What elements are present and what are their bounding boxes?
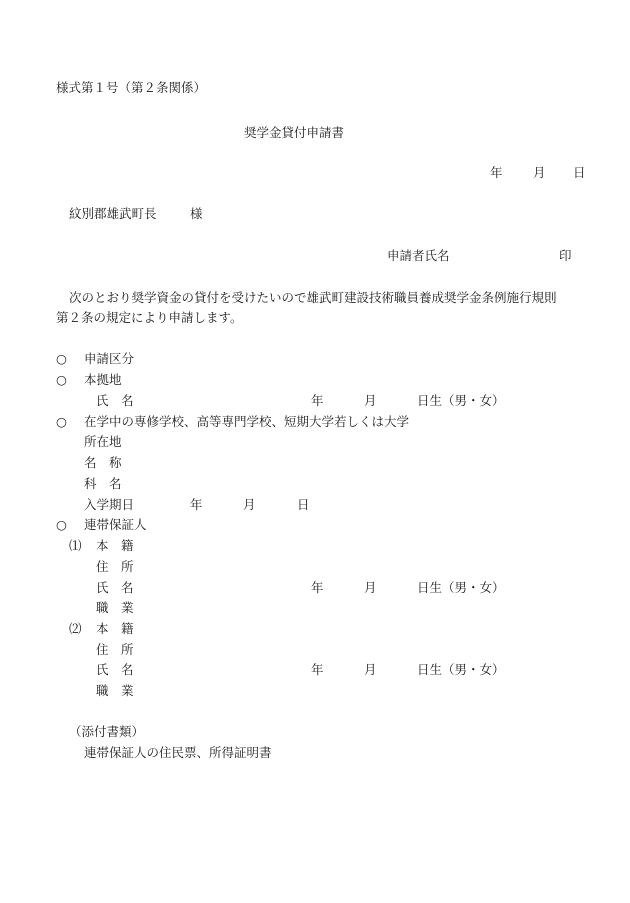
guarantor-number: ⑴	[69, 538, 82, 553]
school-name-label: 名 称	[84, 455, 122, 470]
guarantor-name-label: 氏 名	[96, 662, 134, 677]
section-guarantor-label: 連帯保証人	[84, 517, 147, 532]
guarantor-birth-day-gender: 日生（男・女）	[417, 662, 505, 677]
school-enroll-day: 日	[297, 497, 310, 512]
school-location-label: 所在地	[84, 434, 122, 449]
applicant-seal-mark: 印	[559, 248, 572, 263]
school-course-label: 科 名	[84, 476, 122, 491]
form-number: 様式第１号（第２条関係）	[56, 80, 207, 95]
domicile-name-label: 氏 名	[96, 393, 134, 408]
guarantor-domicile-label: 本 籍	[96, 621, 134, 636]
guarantor-address-label: 住 所	[96, 642, 134, 657]
applicant-name-label: 申請者氏名	[387, 248, 450, 263]
guarantor-birth-year: 年	[311, 580, 324, 595]
domicile-birth-month: 月	[364, 393, 377, 408]
school-enroll-month: 月	[243, 497, 256, 512]
bullet-circle: ○	[56, 372, 67, 387]
guarantor-number: ⑵	[69, 621, 82, 636]
guarantor-address-label: 住 所	[96, 559, 134, 574]
section-school-label: 在学中の専修学校、高等専門学校、短期大学若しくは大学	[84, 414, 410, 429]
attachments-items: 連帯保証人の住民票、所得証明書	[84, 745, 272, 760]
date-year-label: 年	[490, 165, 503, 180]
section-application-label: 申請区分	[84, 351, 135, 366]
bullet-circle: ○	[56, 351, 67, 366]
domicile-birth-day-gender: 日生（男・女）	[417, 393, 505, 408]
guarantor-name-label: 氏 名	[96, 580, 134, 595]
school-enroll-label: 入学期日	[84, 497, 135, 512]
guarantor-domicile-label: 本 籍	[96, 538, 134, 553]
school-enroll-year: 年	[190, 497, 203, 512]
guarantor-birth-day-gender: 日生（男・女）	[417, 580, 505, 595]
guarantor-birth-month: 月	[364, 662, 377, 677]
domicile-birth-year: 年	[311, 393, 324, 408]
addressee-name: 紋別郡雄武町長	[69, 206, 157, 221]
guarantor-birth-month: 月	[364, 580, 377, 595]
guarantor-birth-year: 年	[311, 662, 324, 677]
bullet-circle: ○	[56, 414, 67, 429]
intro-text-line1: 次のとおり奨学資金の貸付を受けたいので雄武町建設技術職員養成奨学金条例施行規則	[69, 290, 557, 305]
attachments-label: （添付書類）	[69, 724, 145, 739]
addressee-honorific: 様	[190, 206, 203, 221]
date-day-label: 日	[573, 165, 586, 180]
date-month-label: 月	[533, 165, 546, 180]
bullet-circle: ○	[56, 517, 67, 532]
document-title: 奨学金貸付申請書	[244, 125, 345, 140]
guarantor-occupation-label: 職 業	[96, 683, 134, 698]
guarantor-occupation-label: 職 業	[96, 600, 134, 615]
intro-text-line2: 第２条の規定により申請します。	[56, 310, 243, 325]
section-domicile-label: 本拠地	[84, 372, 122, 387]
